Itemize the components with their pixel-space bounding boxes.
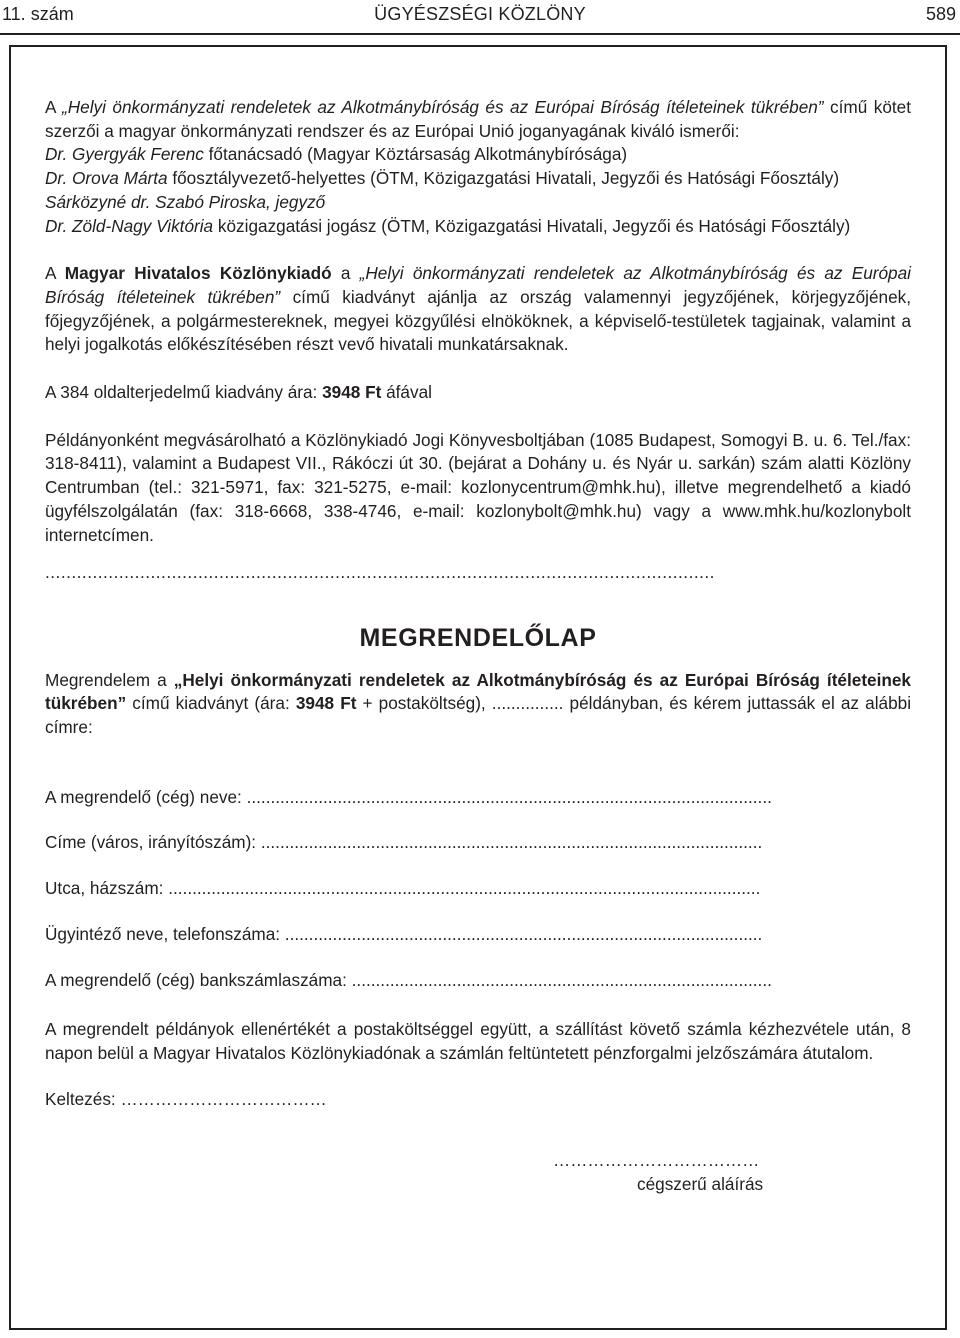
author-4: Dr. Zöld-Nagy Viktória közigazgatási jogász (ÖTM, Közigazgatási Hivatali, Jegyzői és Hatósági Főosztály) — [45, 215, 851, 236]
field-company-name[interactable]: A megrendelő (cég) neve: .............................................................................................................. — [45, 786, 772, 807]
header-rule — [0, 33, 960, 35]
field-bank-account[interactable]: A megrendelő (cég) bankszámlaszáma: ........................................................................................ — [45, 969, 772, 990]
page-number: 589 — [925, 4, 956, 24]
date-field[interactable]: Keltezés: ……………………………… — [45, 1088, 327, 1109]
page-content — [45, 96, 911, 1197]
field-street[interactable]: Utca, házszám: ............................................................................................................................ — [45, 878, 761, 899]
order-statement: Megrendelem a „Helyi önkormányzati rendeletek az Alkotmánybíróság és az Európai Bíróság ítéleteinek tükrében” című kiadványt (ára: 3948 Ft + postaköltség), ............... példányban, és kérem juttassák el az alábbi címre: — [45, 669, 912, 738]
order-book-title: „Helyi önkormányzati rendeletek az Alkotmánybíróság és az Európai Bíróság ítéleteinek tükrében” — [45, 669, 911, 714]
publisher-name: Magyar Hivatalos Közlönykiadó — [64, 263, 332, 284]
order-price: 3948 Ft — [295, 693, 357, 714]
journal-title: ÜGYÉSZSÉGI KÖZLÖNY — [374, 4, 586, 24]
author-3: Sárközyné dr. Szabó Piroska, jegyző — [45, 191, 326, 212]
separator-dots: ............................................................................................................................... — [45, 562, 715, 583]
page-header — [0, 0, 960, 30]
field-contact[interactable]: Ügyintéző neve, telefonszáma: .................................................................................................... — [45, 923, 763, 944]
price-amount: 3948 Ft — [322, 382, 382, 403]
signature-block — [45, 1149, 911, 1197]
issue-number: 11. szám — [2, 4, 74, 24]
field-address-city[interactable]: Címe (város, irányítószám): ......................................................................................................... — [45, 832, 763, 853]
purchase-info: Példányonként megvásárolható a Közlönykiadó Jogi Könyvesboltjában (1085 Budapest, Somogyi B. u. 6. Tel./fax: 318-8411), valamint a Budapest VII., Rákóczi út 30. (bejárat a Dohány u. és Nyár u. sarkán) szám alatti Közlöny Centrumban (tel.: 321-5971, fax: 321-5275, e-mail: kozlonycentrum@mhk.hu), illetve megrendelhető a kiadó ügyfélszolgálatán (fax: 318-6668, 338-4746, e-mail: kozlonybolt@mhk.hu) vagy a www.mhk.hu/kozlonybolt internetcímen. — [45, 429, 911, 545]
author-1: Dr. Gyergyák Ferenc főtanácsadó (Magyar Köztársaság Alkotmánybírósága) — [45, 144, 628, 165]
book-title: „Helyi önkormányzati rendeletek az Alkotmánybíróság és az Európai Bíróság ítéleteinek tükrében” — [62, 97, 824, 117]
offer-paragraph: A Magyar Hivatalos Közlönykiadó a „Helyi önkormányzati rendeletek az Alkotmánybíróság és az Európai Bíróság ítéleteinek tükrében” című kiadványt ajánlja az ország valamennyi jegyzőjének, körjegyzőjének, főjegyzőjének, a polgármestereknek, megyei közgyűlési elnököknek, a képviselő-testületek tagjainak, valamint a helyi jogalkotás előkészítésében részt vevő hivatali munkatársaknak. — [45, 263, 911, 355]
order-form-title: MEGRENDELŐLAP — [359, 623, 597, 652]
price-line: A 384 oldalterjedelmű kiadvány ára: 3948 Ft áfával — [45, 382, 432, 403]
signature-line[interactable]: ……………………………… — [553, 1150, 760, 1171]
intro-paragraph: A „Helyi önkormányzati rendeletek az Alkotmánybíróság és az Európai Bíróság ítéleteinek tükrében” című kötet szerzői a magyar önkormányzati rendszer és az Európai Unió joganyagának kiváló ismerői: — [45, 97, 911, 141]
payment-statement: A megrendelt példányok ellenértékét a postaköltséggel együtt, a szállítást követő számla kézhezvétele után, 8 napon belül a Magyar Hivatalos Közlönykiadónak a számlán feltüntetett pénzforgalmi jelzőszámára átutalom. — [45, 1019, 911, 1063]
signature-label: cégszerű aláírás — [637, 1174, 764, 1195]
author-2: Dr. Orova Márta főosztályvezető-helyettes (ÖTM, Közigazgatási Hivatali, Jegyzői és Hatósági Főosztály) — [45, 168, 840, 189]
